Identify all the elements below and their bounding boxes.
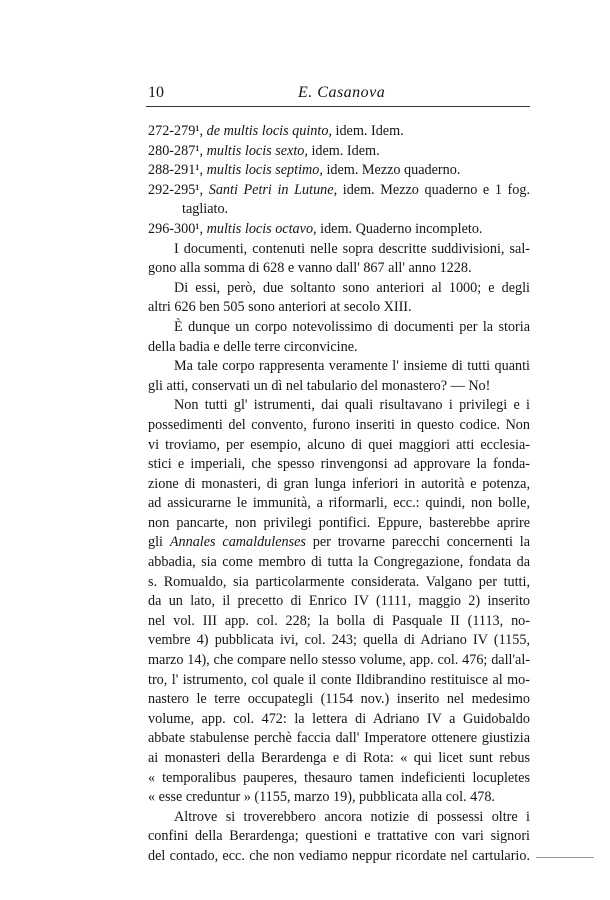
list-item: 296-300¹, multis locis octavo, idem. Quaderno incompleto. [148,220,483,237]
list-item: 292-295¹, Santi Petri in Lutune, idem. Mezzo quaderno e 1 fog. [148,181,531,198]
text-line: È dunque un corpo notevolissimo di documenti per la storia [174,318,530,335]
text-line: Ma tale corpo rappresenta veramente l' insieme di tutti quanti [174,358,530,375]
text-line: nastero le terre occupategli (1154 nov.) inserito nel medesimo [148,691,530,708]
text-line: del contado, ecc. che non vediamo neppur ricordate nel cartulario. [148,847,530,864]
text-line: confini della Berardenga; questioni e trattative con vari signori [148,828,530,845]
text-line: ad assicurarne le immunità, a riformarli, ecc.: quindi, non bolle, [148,495,530,512]
list-item: 272-279¹, de multis locis quinto, idem. Idem. [148,123,404,139]
header-rule [146,106,530,107]
body-text [148,122,530,867]
text-line: abbadia, sia come membro di tutta la Congregazione, fondata da [148,554,530,571]
text-line: gli atti, conservati un dì nel tabulario del monastero? — No! [148,377,491,394]
text-line: « temporalibus pauperes, thesauro tamen indeficienti locupletes [148,769,530,786]
text-line: tro, l' istrumento, col quale il conte Ildibrandino restituisce al mo- [148,671,530,688]
running-title: E. Casanova [298,84,386,101]
text-line: I documenti, contenuti nelle sopra descritte suddivisioni, sal- [174,240,530,257]
text-line: stici e imperiali, che spesso rinvengonsi ad approvare la fonda- [148,456,530,473]
text-line: Di essi, però, due soltanto sono anteriori al 1000; e degli [174,279,530,296]
text-line: da un lato, il precetto di Enrico IV (1111, maggio 2) inserito [148,593,530,610]
text-line: altri 626 ben 505 sono anteriori at secolo XIII. [148,299,412,316]
text-line: « esse creduntur » (1155, marzo 19), pubblicata alla col. 478. [148,789,495,806]
annales-title: Annales camaldulenses [169,534,306,551]
list-item: 288-291¹, multis locis septimo, idem. Mezzo quaderno. [148,162,461,179]
text-line: abbate stabulense perchè faccia dall' Imperatore ottenere giustizia [148,730,530,747]
text-line: volume, app. col. 472: la lettera di Adriano IV a Guidobaldo [148,710,530,727]
footer-rule [536,857,594,858]
text-line: ai monasteri della Berardenga e di Rota: « qui licet sunt rebus [148,750,530,766]
text-line: gono alla somma di 628 e vanno dall' 867 all' anno 1228. [148,260,472,277]
text-line: vi troviamo, per esempio, alcuno di quei maggiori atti ecclesia- [148,436,530,453]
text-line: Altrove si troverebbero ancora notizie di possessi oltre i [174,808,530,825]
list-item-continuation: tagliato. [182,201,229,218]
text-line: s. Romualdo, sia particolarmente considerata. Valgano per tutti, [148,573,530,590]
text-line: zione di monasteri, di gran lunga inferiori in autorità e potenza, [148,475,530,492]
text-line: della badia e delle terre circonvicine. [148,338,358,355]
running-header [148,84,532,104]
text-line: Non tutti gl' istrumenti, dai quali risultavano i privilegi e i [174,397,530,414]
page-number: 10 [148,84,164,101]
text-line: nel vol. III app. col. 228; la bolla di Pasquale II (1113, no- [148,612,530,629]
text-line: non pancarte, non privilegi pontifici. Eppure, basterebbe aprire [148,514,530,531]
text-line: possedimenti del convento, furono inseriti in questo codice. Non [148,416,530,433]
list-item: 280-287¹, multis locis sexto, idem. Idem. [148,142,380,159]
text-line: gli Annales camaldulenses per trovarne parecchi concernenti la [148,534,531,551]
text-line: marzo 14), che compare nello stesso volume, app. col. 476; dall'al- [148,652,530,669]
text-line: vembre 4) pubblicata ivi, col. 243; quella di Adriano IV (1155, [148,632,530,649]
